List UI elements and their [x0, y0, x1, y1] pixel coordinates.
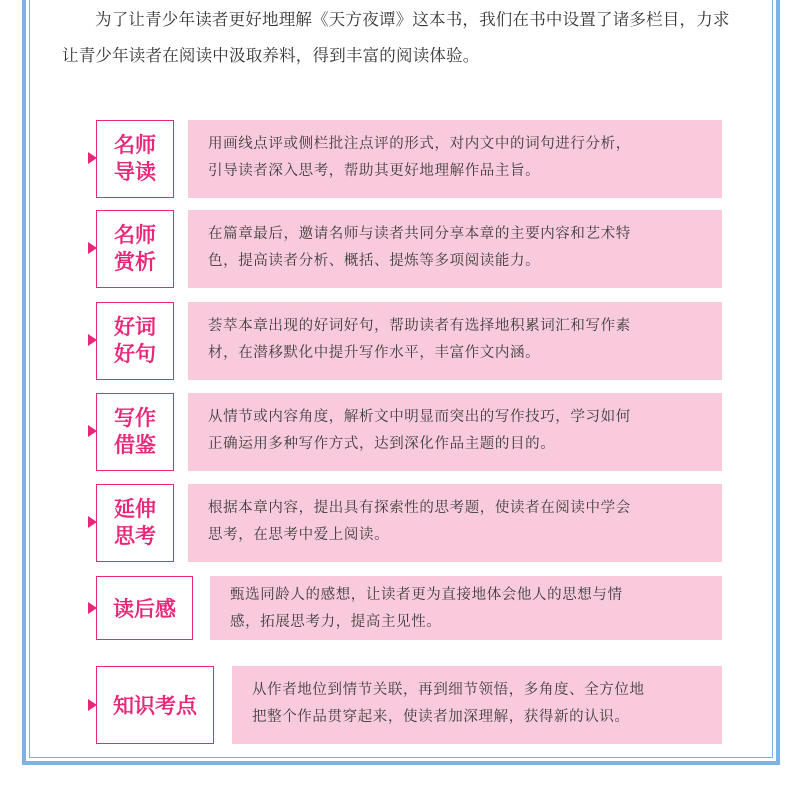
feature-description — [188, 210, 722, 288]
feature-tag — [96, 484, 174, 562]
feature-description — [210, 576, 722, 640]
description-line: 思考，在思考中爱上阅读。 — [208, 527, 390, 543]
feature-tag — [96, 302, 174, 380]
feature-description — [188, 484, 722, 562]
description-line: 正确运用多种写作方式，达到深化作品主题的目的。 — [208, 436, 556, 452]
description-line: 感，拓展思考力，提高主见性。 — [230, 614, 442, 630]
feature-description — [232, 666, 722, 744]
feature-description — [188, 302, 722, 380]
feature-tag-label: 好词 好句 — [114, 315, 156, 366]
feature-tag-label: 延伸 思考 — [114, 497, 156, 548]
description-line: 从作者地位到情节关联，再到细节领悟，多角度、全方位地 — [252, 682, 645, 698]
description-line: 在篇章最后，邀请名师与读者共同分享本章的主要内容和艺术特 — [208, 226, 631, 242]
description-line: 色，提高读者分析、概括、提炼等多项阅读能力。 — [208, 253, 541, 269]
feature-tag — [96, 120, 174, 198]
description-line: 把整个作品贯穿起来，使读者加深理解，获得新的认识。 — [252, 709, 630, 725]
feature-description — [188, 120, 722, 198]
feature-tag-label: 读后感 — [113, 597, 176, 621]
description-line: 用画线点评或侧栏批注点评的形式，对内文中的词句进行分析， — [208, 136, 631, 152]
description-line: 从情节或内容角度，解析文中明显而突出的写作技巧，学习如何 — [208, 409, 631, 425]
feature-tag-label: 名师 赏析 — [114, 223, 156, 274]
description-line: 根据本章内容，提出具有探索性的思考题，使读者在阅读中学会 — [208, 500, 631, 516]
feature-tag-label: 写作 借鉴 — [114, 406, 156, 457]
description-line: 材，在潜移默化中提升写作水平，丰富作文内涵。 — [208, 345, 541, 361]
description-line: 引导读者深入思考，帮助其更好地理解作品主旨。 — [208, 163, 541, 179]
feature-tag — [96, 666, 214, 744]
feature-tag-label: 知识考点 — [113, 694, 197, 718]
feature-tag — [96, 393, 174, 471]
feature-tag — [96, 576, 193, 640]
feature-tag — [96, 210, 174, 288]
description-line: 荟萃本章出现的好词好句，帮助读者有选择地积累词汇和写作素 — [208, 318, 631, 334]
feature-tag-label: 名师 导读 — [114, 133, 156, 184]
feature-description — [188, 393, 722, 471]
description-line: 甄选同龄人的感想，让读者更为直接地体会他人的思想与情 — [230, 587, 623, 603]
intro-paragraph: 为了让青少年读者更好地理解《天方夜谭》这本书，我们在书中设置了诸多栏目，力求让青少年读者在阅读中汲取养料，得到丰富的阅读体验。 — [62, 10, 730, 65]
